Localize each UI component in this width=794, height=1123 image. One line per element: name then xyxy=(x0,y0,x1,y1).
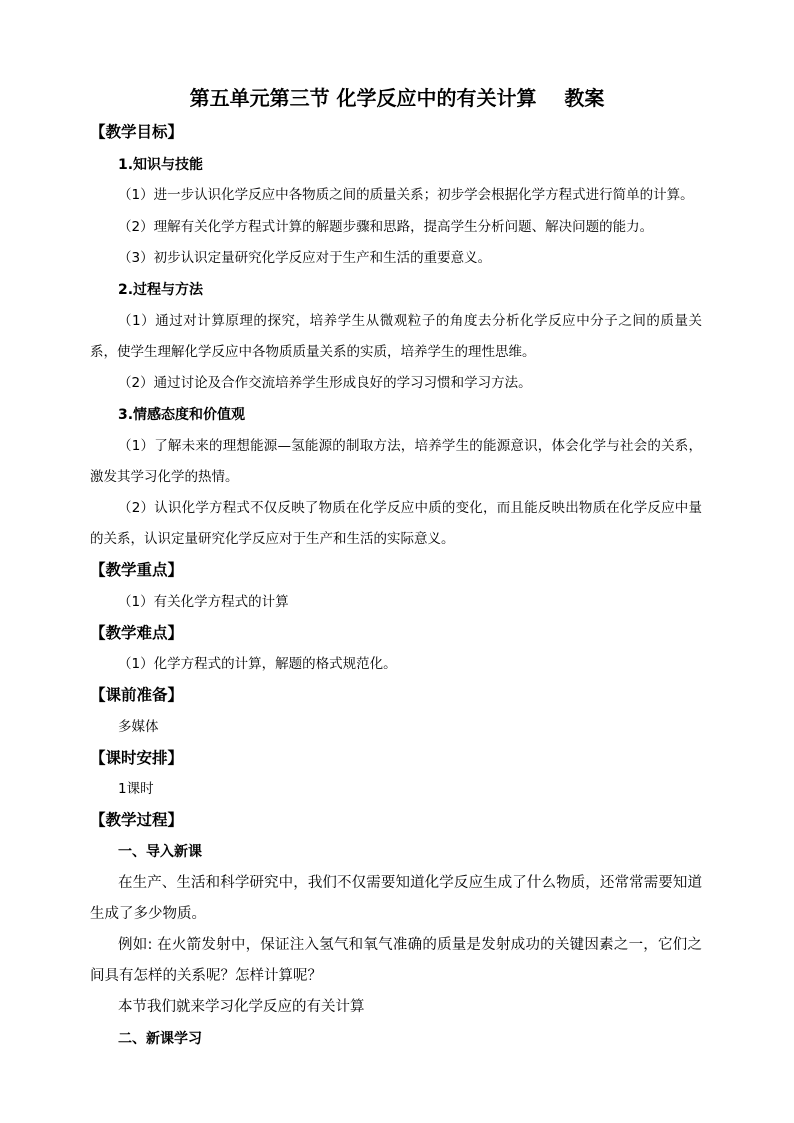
emotion-item-1: （1）了解未来的理想能源—氢能源的制取方法，培养学生的能源意识，体会化学与社会的关系，激发其学习化学的热情。 xyxy=(90,438,702,485)
process-item-1: （1）通过对计算原理的探究，培养学生从微观粒子的角度去分析化学反应中分子之间的质量关系，使学生理解化学反应中各物质质量关系的实质，培养学生的理性思维。 xyxy=(90,313,702,360)
subheading-emotion: 3.情感态度和价值观 xyxy=(118,407,246,423)
emotion-item-2: （2）认识化学方程式不仅反映了物质在化学反应中质的变化，而且能反映出物质在化学反应中量的关系，认识定量研究化学反应对于生产和生活的实际意义。 xyxy=(90,500,702,547)
section-heading-process: 【教学过程】 xyxy=(90,811,184,829)
knowledge-item-2: （2）理解有关化学方程式计算的解题步骤和思路，提高学生分析问题、解决问题的能力。 xyxy=(118,219,654,235)
page-title: 第五单元第三节 化学反应中的有关计算 教案 xyxy=(189,86,605,110)
intro-paragraph-1: 在生产、生活和科学研究中，我们不仅需要知道化学反应生成了什么物质，还常常需要知道生成了多少物质。 xyxy=(90,875,702,922)
knowledge-item-1: （1）进一步认识化学反应中各物质之间的质量关系；初步学会根据化学方程式进行简单的计算。 xyxy=(118,187,694,203)
subheading-knowledge: 1.知识与技能 xyxy=(118,157,204,173)
subheading-process: 2.过程与方法 xyxy=(118,282,204,298)
key-point-item: （1）有关化学方程式的计算 xyxy=(118,594,289,610)
section-heading-preparation: 【课前准备】 xyxy=(90,686,184,704)
section-heading-key-points: 【教学重点】 xyxy=(90,561,184,579)
intro-paragraph-3: 本节我们就来学习化学反应的有关计算 xyxy=(118,999,365,1015)
section-heading-objectives: 【教学目标】 xyxy=(90,123,184,141)
knowledge-item-3: （3）初步认识定量研究化学反应对于生产和生活的重要意义。 xyxy=(118,250,492,266)
intro-paragraph-2: 例如: 在火箭发射中，保证注入氢气和氧气准确的质量是发射成功的关键因素之一，它们之间具有怎样的关系呢？怎样计算呢？ xyxy=(90,937,702,984)
subheading-intro: 一、导入新课 xyxy=(118,844,202,860)
preparation-item: 多媒体 xyxy=(118,719,159,735)
subheading-new-lesson: 二、新课学习 xyxy=(118,1031,202,1047)
section-heading-schedule: 【课时安排】 xyxy=(90,749,184,767)
difficulty-item: （1）化学方程式的计算，解题的格式规范化。 xyxy=(118,656,397,672)
section-heading-difficulties: 【教学难点】 xyxy=(90,624,184,642)
process-item-2: （2）通过讨论及合作交流培养学生形成良好的学习习惯和学习方法。 xyxy=(118,375,532,391)
schedule-item: 1课时 xyxy=(118,781,154,797)
